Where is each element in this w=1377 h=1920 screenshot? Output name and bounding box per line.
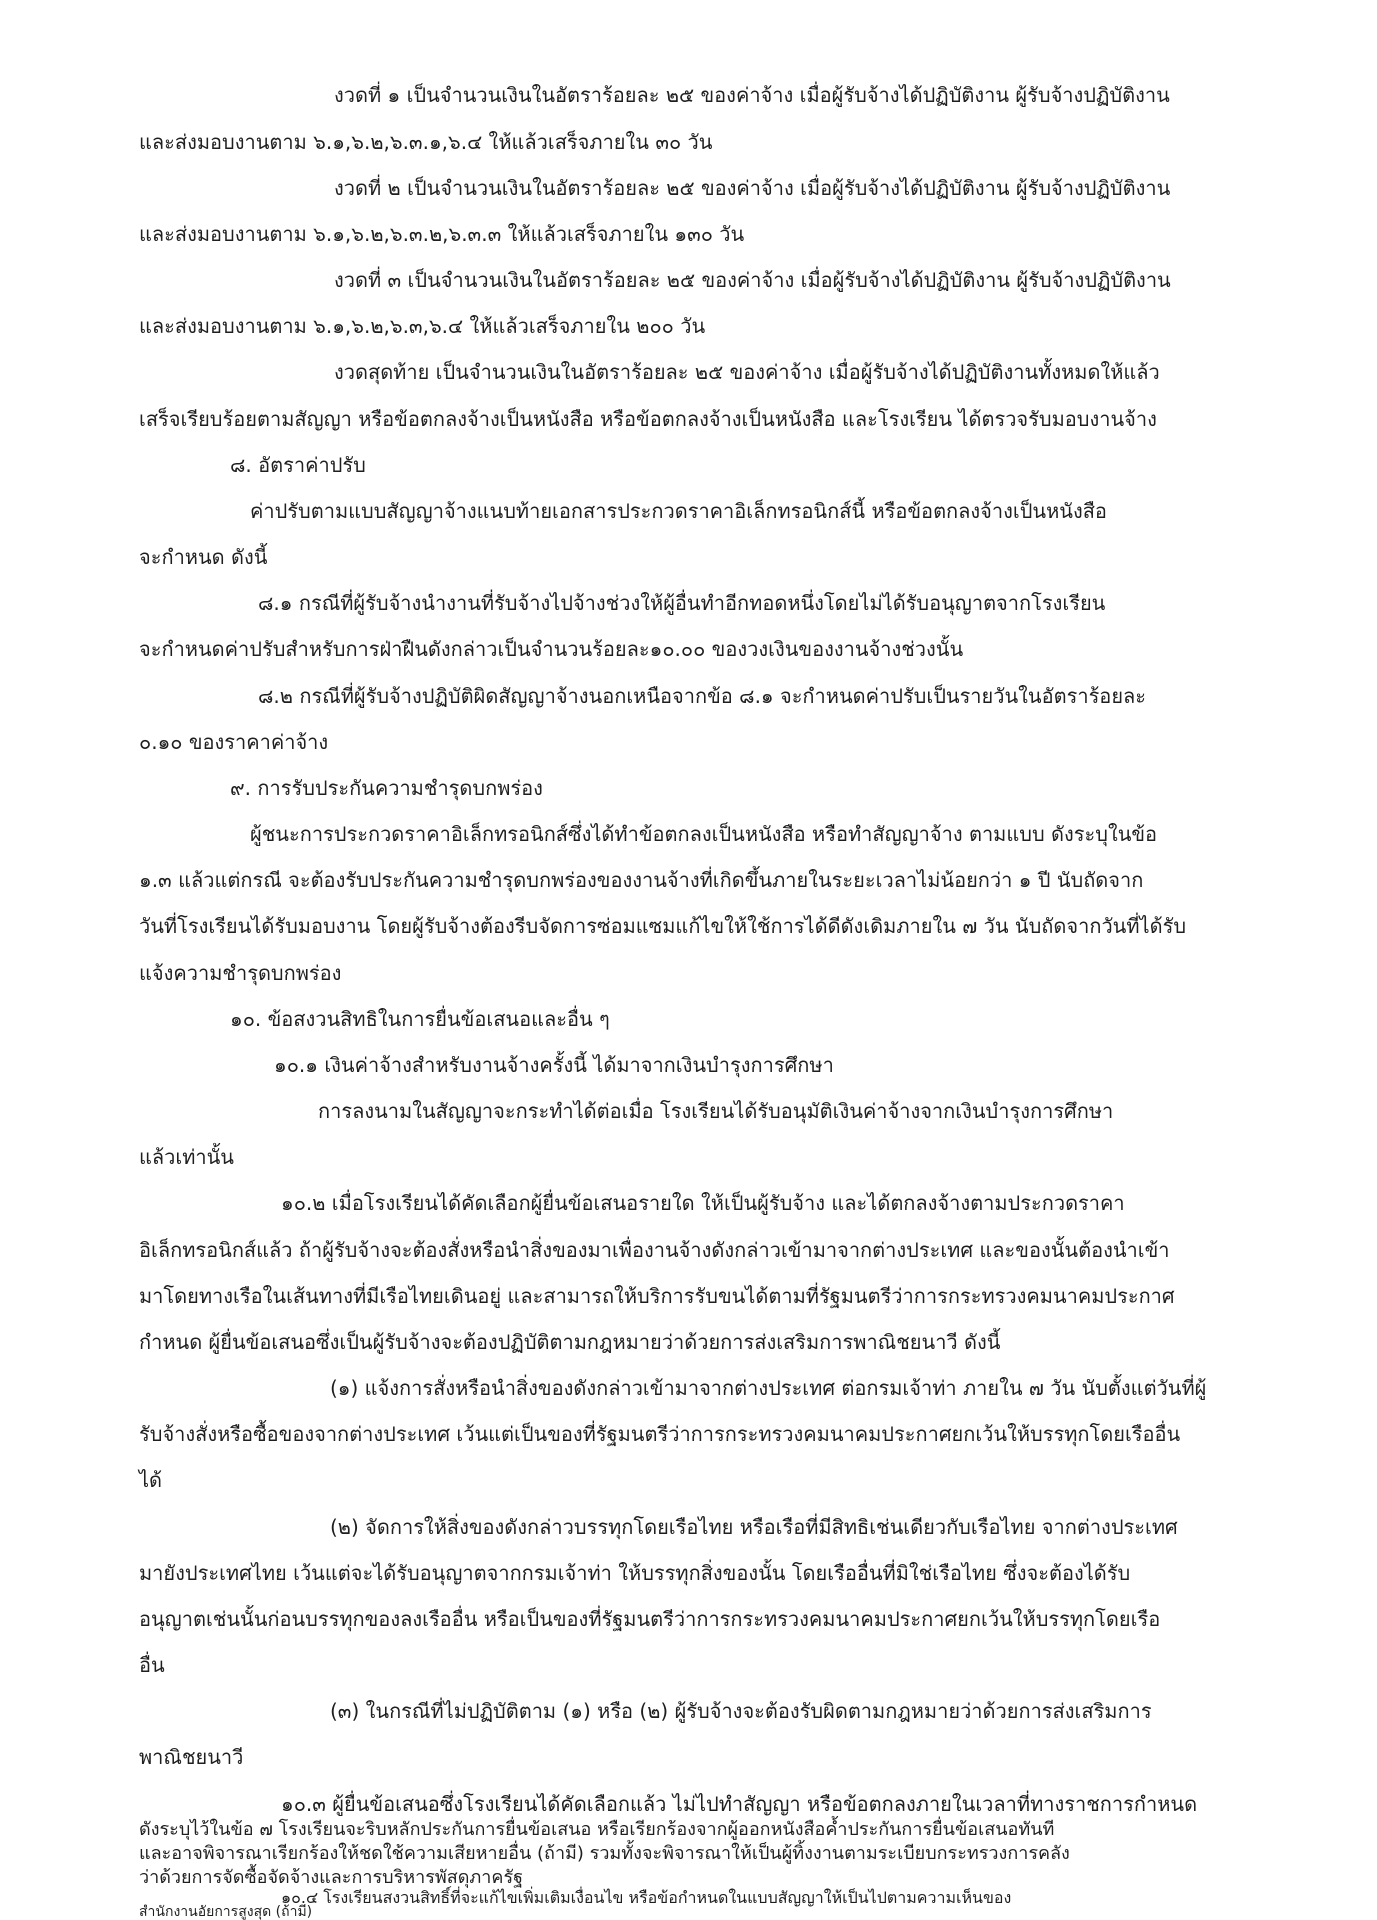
clause-10-2-line-1: ๑๐.๒ เมื่อโรงเรียนได้คัดเลือกผู้ยื่นข้อเสนอรายใด ให้เป็นผู้รับจ้าง และได้ตกลงจ้างตามประกวดราคา: [281, 1191, 1125, 1215]
clause-10-2-line-4: กำหนด ผู้ยื่นข้อเสนอซึ่งเป็นผู้รับจ้างจะต้องปฏิบัติตามกฎหมายว่าด้วยการส่งเสริมการพาณิชยนาวี ดังนี้: [139, 1330, 1001, 1354]
clause-10-1-line-3: แล้วเท่านั้น: [139, 1145, 234, 1169]
installment-2-line-1: งวดที่ ๒ เป็นจำนวนเงินในอัตราร้อยละ ๒๕ ของค่าจ้าง เมื่อผู้รับจ้างได้ปฏิบัติงาน ผู้รับจ้างปฏิบัติงาน: [334, 176, 1171, 200]
subclause-1-line-3: ได้: [139, 1468, 163, 1492]
clause-8-2-line-2: ๐.๑๐ ของราคาค่าจ้าง: [139, 730, 329, 754]
clause-10-3-line-3: และอาจพิจารณาเรียกร้องให้ชดใช้ความเสียหายอื่น (ถ้ามี) รวมทั้งจะพิจารณาให้เป็นผู้ทิ้งงานตามระเบียบกระทรวงการคลัง: [139, 1843, 1070, 1864]
section-9-heading: ๙. การรับประกันความชำรุดบกพร่อง: [230, 776, 543, 800]
section-8-intro-line-1: ค่าปรับตามแบบสัญญาจ้างแนบท้ายเอกสารประกวดราคาอิเล็กทรอนิกส์นี้ หรือข้อตกลงจ้างเป็นหนังสือ: [250, 499, 1107, 523]
clause-8-1-line-2: จะกำหนดค่าปรับสำหรับการฝ่าฝืนดังกล่าวเป็นจำนวนร้อยละ๑๐.๐๐ ของวงเงินของงานจ้างช่วงนั้น: [139, 637, 964, 661]
subclause-2-line-1: (๒) จัดการให้สิ่งของดังกล่าวบรรทุกโดยเรือไทย หรือเรือที่มีสิทธิเช่นเดียวกับเรือไทย จากต่างประเทศ: [330, 1515, 1178, 1539]
clause-10-3-line-2: ดังระบุไว้ในข้อ ๗ โรงเรียนจะริบหลักประกันการยื่นข้อเสนอ หรือเรียกร้องจากผู้ออกหนังสือค้ำประกันการยื่นข้อเสนอทันที: [139, 1819, 1055, 1840]
clause-8-2-line-1: ๘.๒ กรณีที่ผู้รับจ้างปฏิบัติผิดสัญญาจ้างนอกเหนือจากข้อ ๘.๑ จะกำหนดค่าปรับเป็นรายวันในอัตราร้อยละ: [258, 684, 1147, 708]
clause-10-2-line-2: อิเล็กทรอนิกส์แล้ว ถ้าผู้รับจ้างจะต้องสั่งหรือนำสิ่งของมาเพื่องานจ้างดังกล่าวเข้ามาจากต่างประเทศ และของนั้นต้องนำเข้า: [139, 1238, 1170, 1262]
subclause-3-line-1: (๓) ในกรณีที่ไม่ปฏิบัติตาม (๑) หรือ (๒) ผู้รับจ้างจะต้องรับผิดตามกฎหมายว่าด้วยการส่งเสริมการ: [330, 1699, 1152, 1723]
installment-3-line-1: งวดที่ ๓ เป็นจำนวนเงินในอัตราร้อยละ ๒๕ ของค่าจ้าง เมื่อผู้รับจ้างได้ปฏิบัติงาน ผู้รับจ้างปฏิบัติงาน: [334, 268, 1171, 292]
subclause-2-line-2: มายังประเทศไทย เว้นแต่จะได้รับอนุญาตจากกรมเจ้าท่า ให้บรรทุกสิ่งของนั้น โดยเรืออื่นที่มิใช่เรือไทย ซึ่งจะต้องได้รับ: [139, 1561, 1131, 1585]
installment-1-line-1: งวดที่ ๑ เป็นจำนวนเงินในอัตราร้อยละ ๒๕ ของค่าจ้าง เมื่อผู้รับจ้างได้ปฏิบัติงาน ผู้รับจ้างปฏิบัติงาน: [334, 83, 1170, 107]
clause-8-1-line-1: ๘.๑ กรณีที่ผู้รับจ้างนำงานที่รับจ้างไปจ้างช่วงให้ผู้อื่นทำอีกทอดหนึ่งโดยไม่ได้รับอนุญาตจากโรงเรียน: [258, 591, 1106, 615]
installment-last-line-1: งวดสุดท้าย เป็นจำนวนเงินในอัตราร้อยละ ๒๕ ของค่าจ้าง เมื่อผู้รับจ้างได้ปฏิบัติงานทั้งหมดให้แล้ว: [334, 360, 1160, 384]
subclause-2-line-3: อนุญาตเช่นนั้นก่อนบรรทุกของลงเรืออื่น หรือเป็นของที่รัฐมนตรีว่าการกระทรวงคมนาคมประกาศยกเว้นให้บรรทุกโดยเรือ: [139, 1607, 1161, 1631]
section-10-heading: ๑๐. ข้อสงวนสิทธิในการยื่นข้อเสนอและอื่น ๆ: [230, 1007, 610, 1031]
section-9-line-1: ผู้ชนะการประกวดราคาอิเล็กทรอนิกส์ซึ่งได้ทำข้อตกลงเป็นหนังสือ หรือทำสัญญาจ้าง ตามแบบ ดังระบุในข้อ: [250, 822, 1158, 846]
clause-10-4-line-2: สำนักงานอัยการสูงสุด (ถ้ามี): [139, 1904, 313, 1920]
installment-last-line-2: เสร็จเรียบร้อยตามสัญญา หรือข้อตกลงจ้างเป็นหนังสือ หรือข้อตกลงจ้างเป็นหนังสือ และโรงเรียน ได้ตรวจรับมอบงานจ้าง: [139, 407, 1157, 431]
subclause-2-line-4: อื่น: [139, 1653, 165, 1677]
clause-10-4-line-1: ๑๐.๔ โรงเรียนสงวนสิทธิ์ที่จะแก้ไขเพิ่มเติมเงื่อนไข หรือข้อกำหนดในแบบสัญญาให้เป็นไปตามความเห็นของ: [281, 1888, 1012, 1907]
clause-10-1-line-2: การลงนามในสัญญาจะกระทำได้ต่อเมื่อ โรงเรียนได้รับอนุมัติเงินค่าจ้างจากเงินบำรุงการศึกษา: [318, 1099, 1114, 1123]
clause-10-3-line-4: ว่าด้วยการจัดซื้อจัดจ้างและการบริหารพัสดุภาครัฐ: [139, 1867, 524, 1888]
installment-3-line-2: และส่งมอบงานตาม ๖.๑,๖.๒,๖.๓,๖.๔ ให้แล้วเสร็จภายใน ๒๐๐ วัน: [139, 314, 706, 338]
section-8-heading: ๘. อัตราค่าปรับ: [230, 453, 366, 477]
clause-10-2-line-3: มาโดยทางเรือในเส้นทางที่มีเรือไทยเดินอยู่ และสามารถให้บริการรับขนได้ตามที่รัฐมนตรีว่าการกระทรวงคมนาคมประกาศ: [139, 1284, 1175, 1308]
clause-10-3-line-1: ๑๐.๓ ผู้ยื่นข้อเสนอซึ่งโรงเรียนได้คัดเลือกแล้ว ไม่ไปทำสัญญา หรือข้อตกลงภายในเวลาที่ทางราชการกำหนด: [281, 1792, 1198, 1816]
section-9-line-2: ๑.๓ แล้วแต่กรณี จะต้องรับประกันความชำรุดบกพร่องของงานจ้างที่เกิดขึ้นภายในระยะเวลาไม่น้อยกว่า ๑ ปี นับถัดจาก: [139, 868, 1144, 892]
installment-2-line-2: และส่งมอบงานตาม ๖.๑,๖.๒,๖.๓.๒,๖.๓.๓ ให้แล้วเสร็จภายใน ๑๓๐ วัน: [139, 222, 745, 246]
section-9-line-3: วันที่โรงเรียนได้รับมอบงาน โดยผู้รับจ้างต้องรีบจัดการซ่อมแซมแก้ไขให้ใช้การได้ดีดังเดิมภายใน ๗ วัน นับถัดจากวันที่ได้รับ: [139, 914, 1187, 938]
subclause-1-line-1: (๑) แจ้งการสั่งหรือนำสิ่งของดังกล่าวเข้ามาจากต่างประเทศ ต่อกรมเจ้าท่า ภายใน ๗ วัน นับตั้งแต่วันที่ผู้: [330, 1376, 1207, 1400]
subclause-3-line-2: พาณิชยนาวี: [139, 1745, 244, 1769]
section-9-line-4: แจ้งความชำรุดบกพร่อง: [139, 961, 342, 985]
installment-1-line-2: และส่งมอบงานตาม ๖.๑,๖.๒,๖.๓.๑,๖.๔ ให้แล้วเสร็จภายใน ๓๐ วัน: [139, 130, 713, 154]
section-8-intro-line-2: จะกำหนด ดังนี้: [139, 545, 268, 569]
subclause-1-line-2: รับจ้างสั่งหรือซื้อของจากต่างประเทศ เว้นแต่เป็นของที่รัฐมนตรีว่าการกระทรวงคมนาคมประกาศยกเว้นให้บรรทุกโดยเรืออื่น: [139, 1422, 1181, 1446]
clause-10-1-line-1: ๑๐.๑ เงินค่าจ้างสำหรับงานจ้างครั้งนี้ ได้มาจากเงินบำรุงการศึกษา: [274, 1053, 834, 1077]
